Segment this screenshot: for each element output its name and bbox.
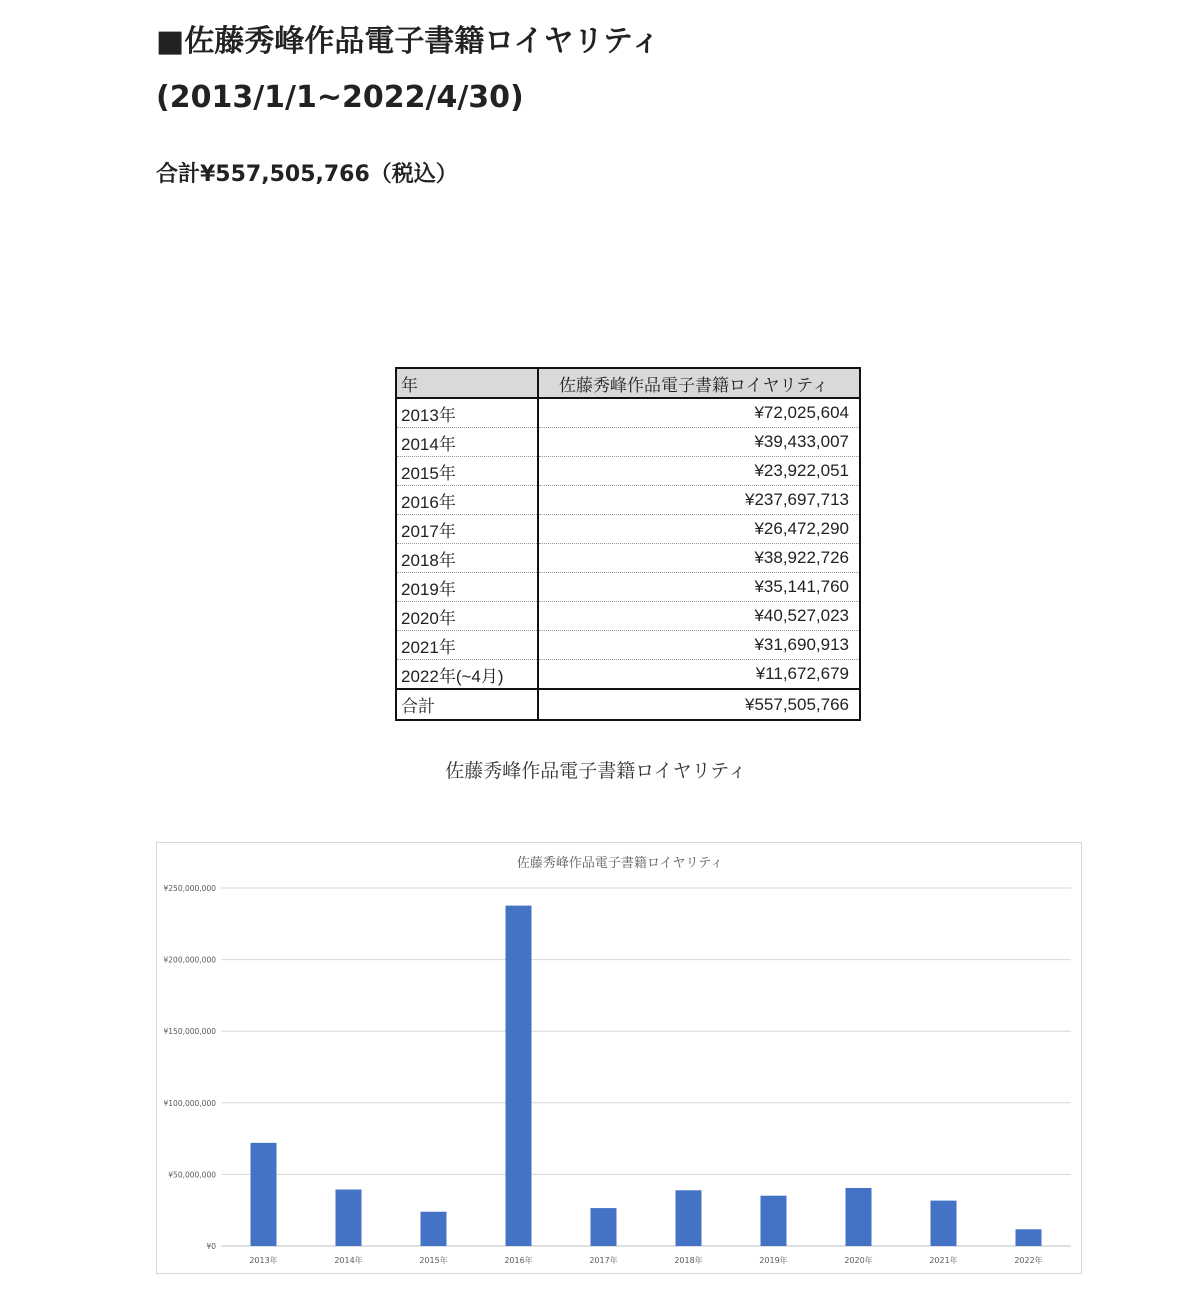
x-tick-label: 2016年 [504, 1256, 533, 1265]
royalty-total: 合計¥557,505,766（税込） [156, 162, 458, 187]
row-value: ¥23,922,051 [538, 457, 860, 486]
y-tick-label: ¥100,000,000 [163, 1098, 216, 1108]
table-row [396, 457, 860, 486]
chart-svg [157, 843, 1083, 1275]
x-tick-label: 2020年 [844, 1256, 873, 1265]
x-tick-label: 2019年 [759, 1256, 788, 1265]
bar-2018年 [676, 1190, 702, 1246]
y-tick-label: ¥250,000,000 [163, 884, 216, 893]
table-row [396, 398, 860, 428]
row-value: ¥31,690,913 [538, 631, 860, 660]
row-value: ¥11,672,679 [755, 664, 849, 683]
y-tick-label: ¥200,000,000 [163, 955, 216, 965]
table-body [396, 398, 860, 689]
row-year: 2021年 [396, 631, 538, 660]
row-value: ¥35,141,760 [538, 573, 860, 602]
row-value: ¥26,472,290 [538, 515, 860, 544]
row-value: ¥38,922,726 [538, 544, 860, 573]
row-year: 2019年 [396, 573, 538, 602]
x-tick-label: 2014年 [334, 1256, 363, 1265]
y-tick-label: ¥0 [206, 1242, 216, 1251]
table-row [396, 428, 860, 457]
header-royalty: 佐藤秀峰作品電子書籍ロイヤリティ [538, 368, 860, 398]
table-row [396, 486, 860, 515]
x-tick-label: 2015年 [419, 1256, 448, 1265]
x-tick-label: 2022年 [1014, 1256, 1043, 1265]
table-total-row [396, 689, 860, 720]
table-row [396, 573, 860, 602]
row-year: 2018年 [396, 544, 538, 573]
row-year: 2014年 [396, 428, 538, 457]
bar-2017年 [591, 1208, 617, 1246]
row-value: ¥39,433,007 [538, 428, 860, 457]
total-label: 合計 [396, 689, 538, 720]
page-title: ■佐藤秀峰作品電子書籍ロイヤリティ [156, 24, 661, 59]
header-year: 年 [396, 368, 538, 398]
x-tick-label: 2021年 [929, 1256, 958, 1265]
y-tick-label: ¥150,000,000 [163, 1027, 216, 1037]
row-year: 2013年 [396, 398, 538, 428]
bar-2021年 [931, 1201, 957, 1246]
total-value: ¥557,505,766 [538, 689, 860, 720]
row-value: ¥237,697,713 [538, 486, 860, 515]
chart-title: 佐藤秀峰作品電子書籍ロイヤリティ [516, 856, 724, 871]
date-range: (2013/1/1~2022/4/30) [156, 80, 524, 115]
row-year: 2016年 [396, 486, 538, 515]
bar-2014年 [336, 1190, 362, 1246]
table-header-row [396, 368, 860, 398]
table-row [396, 660, 860, 690]
row-year: 2020年 [396, 602, 538, 631]
bar-2020年 [846, 1188, 872, 1246]
table-row [396, 515, 860, 544]
row-year: 2017年 [396, 515, 538, 544]
row-value: ¥40,527,023 [538, 602, 860, 631]
y-tick-label: ¥50,000,000 [168, 1170, 216, 1180]
table-row [396, 602, 860, 631]
row-year: 2015年 [396, 457, 538, 486]
figure-caption: 佐藤秀峰作品電子書籍ロイヤリティ [445, 760, 747, 782]
bar-2013年 [251, 1143, 277, 1246]
x-tick-label: 2017年 [589, 1256, 618, 1265]
royalty-bar-chart [156, 842, 1082, 1274]
royalty-table [395, 367, 861, 721]
table-row [396, 544, 860, 573]
bar-2016年 [506, 906, 532, 1246]
row-year: 2022年(~4月) [396, 660, 538, 690]
bar-2015年 [421, 1212, 447, 1246]
bar-2022年 [1016, 1229, 1042, 1246]
x-tick-label: 2018年 [674, 1256, 703, 1265]
table-row [396, 631, 860, 660]
x-tick-label: 2013年 [249, 1256, 278, 1265]
bar-2019年 [761, 1196, 787, 1246]
row-value: ¥72,025,604 [538, 398, 860, 428]
